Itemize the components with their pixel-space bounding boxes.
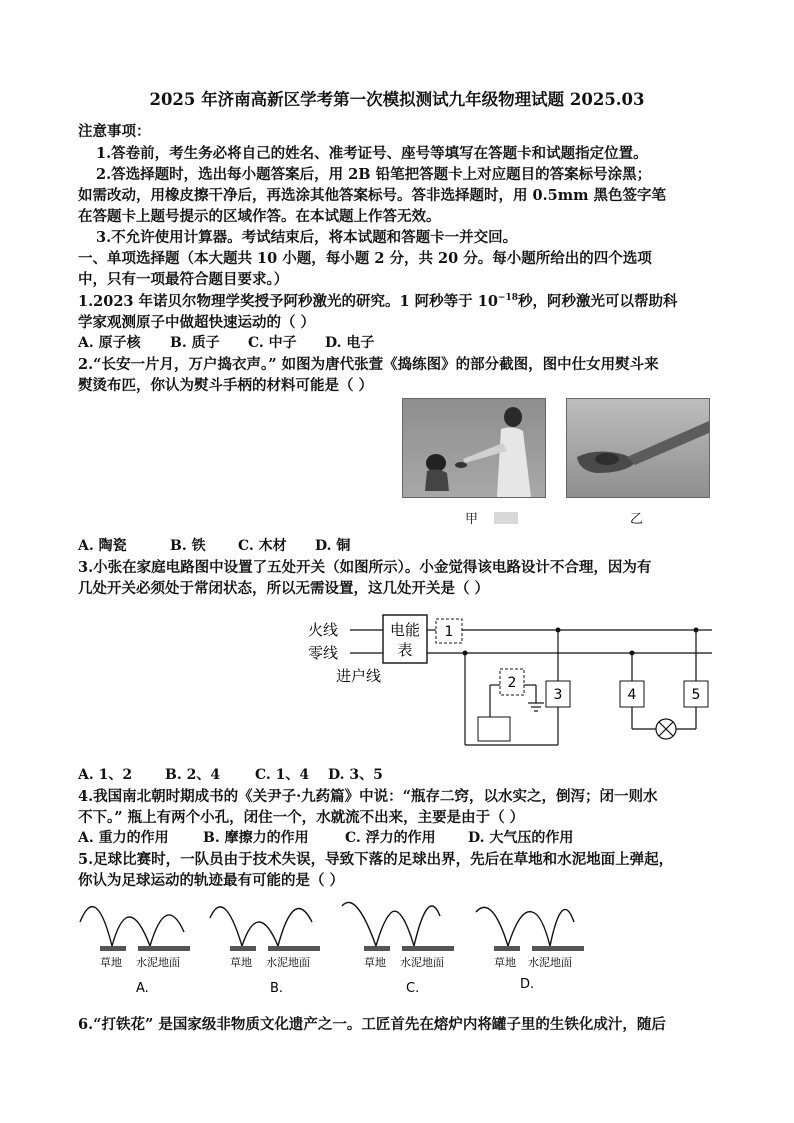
q1-option-c: C. 中子 (248, 335, 297, 351)
svg-text:5: 5 (691, 687, 701, 703)
live-wire-label: 火线 (308, 621, 339, 639)
q4-stem: 4.我国南北朝时期成书的《关尹子·九药篇》中说：“瓶存二窍，以水实之，倒泻；闭一则水 (78, 788, 658, 805)
q3-stem: 3.小张在家庭电路图中设置了五处开关（如图所示）。小金觉得该电路设计不合理，因为有 (78, 559, 652, 576)
svg-text:2: 2 (507, 675, 517, 691)
notice-item-1: 1.答卷前，考生务必将自己的姓名、准考证号、座号等填写在答题卡和试题指定位置。 (96, 145, 648, 162)
q5-stem-cont: 你认为足球运动的轨迹最有可能的是（ ） (78, 872, 345, 889)
trajectory-b (210, 907, 320, 996)
q3-stem-cont: 几处开关必须处于常闭状态，所以无需设置，这几处开关是（ ） (78, 580, 490, 597)
q1-option-b: B. 质子 (170, 335, 220, 351)
svg-text:水泥地面: 水泥地面 (528, 956, 572, 969)
socket-box (478, 717, 510, 741)
q2-option-b: B. 铁 (170, 538, 206, 554)
svg-text:A.: A. (136, 981, 149, 996)
q2-option-d: D. 铜 (315, 538, 351, 554)
svg-text:D.: D. (520, 977, 535, 992)
q6-stem: 6.“打铁花” 是国家级非物质文化遗产之一。工匠首先在熔炉内将罐子里的生铁化成汁，随后 (78, 1016, 666, 1033)
svg-text:水泥地面: 水泥地面 (400, 956, 444, 969)
figure-label-yi: 乙 (630, 512, 644, 527)
q2-stem: 2.“长安一片月，万户捣衣声。” 如图为唐代张萱《捣练图》的部分截图，图中仕女用熨斗来 (78, 356, 659, 373)
svg-text:电能: 电能 (389, 621, 421, 639)
q3-option-c: C. 1、4 (255, 767, 310, 783)
q5-stem: 5.足球比赛时，一队员由于技术失误，导致下落的足球出界，先后在草地和水泥地面上弹起， (78, 851, 674, 868)
notice-item-2-end: 在答题卡上题号提示的区域作答。在本试题上作答无效。 (78, 208, 441, 225)
blur-patch (494, 512, 518, 524)
q2-option-c: C. 木材 (238, 538, 287, 554)
trajectory-c (342, 902, 454, 996)
q2-stem-cont: 熨烫布匹，你认为熨斗手柄的材料可能是（ ） (78, 377, 374, 394)
svg-text:水泥地面: 水泥地面 (266, 956, 310, 969)
q4-stem-cont: 不下。” 瓶上有两个小孔，闭住一个，水就流不出来，主要是由于（ ） (78, 809, 525, 826)
svg-text:草地: 草地 (364, 956, 386, 969)
q4-option-a: A. 重力的作用 (78, 830, 169, 846)
svg-text:4: 4 (627, 687, 637, 703)
trajectory-d (476, 907, 584, 992)
page-title: 2025 年济南高新区学考第一次模拟测试九年级物理试题 2025.03 (149, 90, 645, 109)
q1-option-a: A. 原子核 (78, 335, 141, 351)
svg-text:3: 3 (553, 687, 563, 703)
notice-item-2: 2.答选择题时，选出每小题答案后，用 2B 铅笔把答题卡上对应题目的答案标号涂黑； (96, 166, 652, 183)
section-heading: 一、单项选择题（本大题共 10 小题，每小题 2 分，共 20 分。每小题所给出的四个选项 (78, 250, 652, 267)
section-heading-cont: 中，只有一项最符合题目要求。） (78, 271, 289, 288)
q3-option-a: A. 1、2 (78, 767, 133, 783)
q3-option-d: D. 3、5 (328, 767, 383, 783)
iron-figure-yi (566, 398, 710, 498)
q1-stem-cont: 学家观测原子中做超快速运动的（ ） (78, 314, 316, 331)
q4-option-c: C. 浮力的作用 (345, 830, 436, 846)
notice-item-3: 3.不允许使用计算器。考试结束后，将本试题和答题卡一并交回。 (96, 229, 518, 246)
service-line-label: 进户线 (336, 667, 382, 685)
svg-text:B.: B. (270, 981, 284, 996)
q3-option-b: B. 2、4 (165, 767, 221, 783)
circuit-diagram (300, 605, 720, 757)
q1-option-d: D. 电子 (325, 335, 375, 351)
q4-option-d: D. 大气压的作用 (468, 830, 574, 846)
svg-text:草地: 草地 (230, 956, 252, 969)
trajectory-figures (72, 892, 592, 1004)
q2-option-a: A. 陶瓷 (78, 538, 127, 554)
notice-heading: 注意事项： (78, 123, 151, 140)
svg-text:水泥地面: 水泥地面 (136, 956, 180, 969)
svg-text:草地: 草地 (494, 956, 516, 969)
notice-item-2-cont: 如需改动，用橡皮擦干净后，再选涂其他答案标号。答非选择题时，用 0.5mm 黑色签字笔 (78, 187, 667, 204)
painting-figure-jia (402, 398, 546, 498)
svg-text:草地: 草地 (100, 956, 122, 969)
q4-option-b: B. 摩擦力的作用 (203, 830, 309, 846)
figure-label-jia: 甲 (465, 512, 479, 527)
svg-text:1: 1 (444, 624, 454, 640)
q1-stem: 1.2023 年诺贝尔物理学奖授予阿秒激光的研究。1 阿秒等于 $10^{-18}$秒，阿秒激光可以帮助科 (78, 293, 678, 310)
trajectory-a (80, 907, 190, 996)
svg-text:表: 表 (397, 641, 413, 659)
svg-text:C.: C. (406, 981, 420, 996)
neutral-wire-label: 零线 (308, 644, 339, 662)
